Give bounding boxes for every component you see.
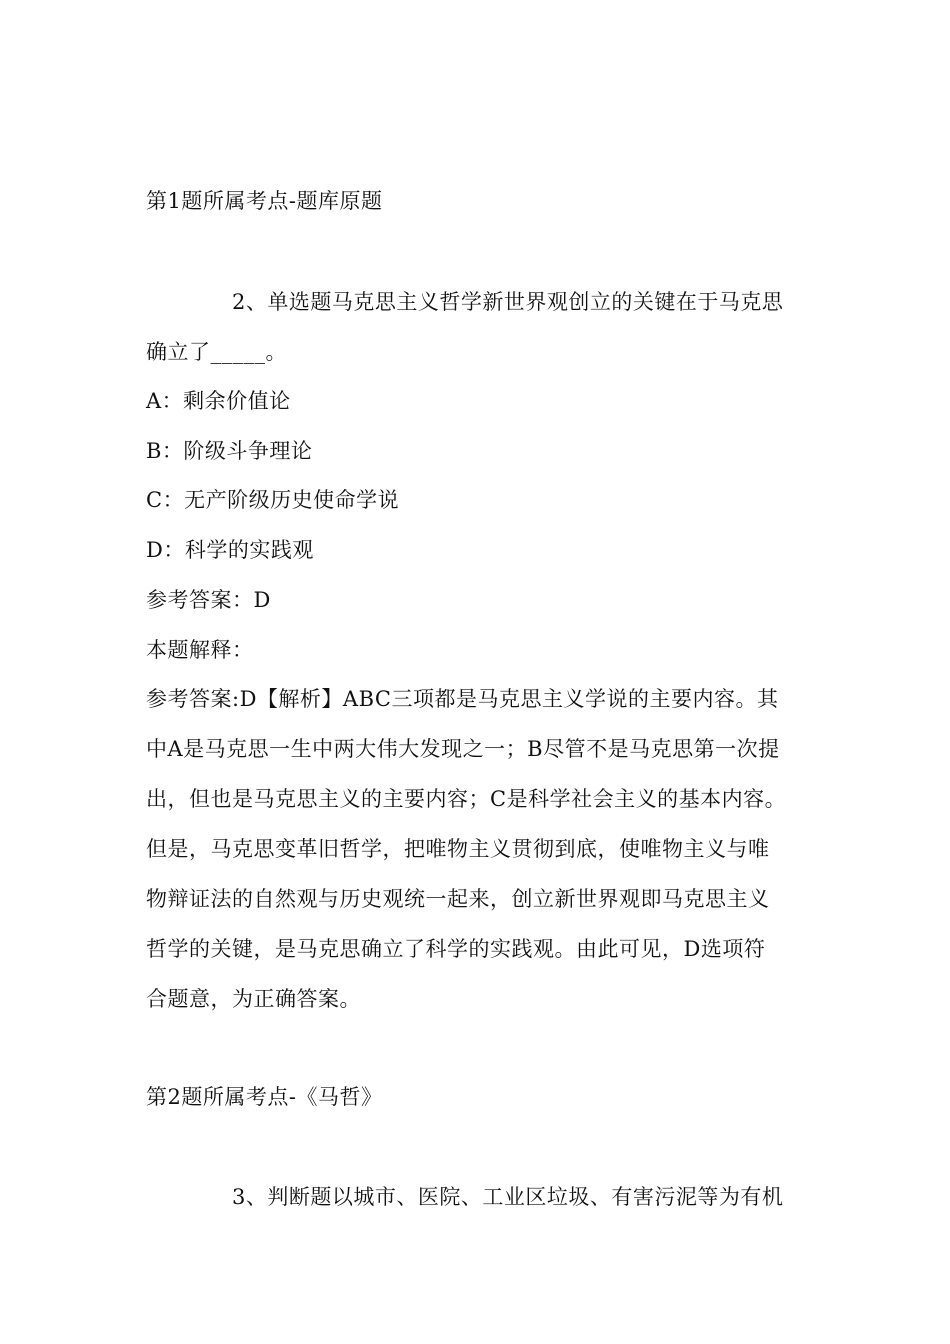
explanation-line: 参考答案:D【解析】ABC三项都是马克思主义学说的主要内容。其 xyxy=(146,687,779,711)
explanation-line: 物辩证法的自然观与历史观统一起来，创立新世界观即马克思主义 xyxy=(146,887,770,911)
explanation-line: 哲学的关键，是马克思确立了科学的实践观。由此可见，D选项符 xyxy=(146,937,766,961)
answer: 参考答案：D xyxy=(146,588,271,612)
option-d: D：科学的实践观 xyxy=(146,538,314,562)
section-2-topic: 第2题所属考点-《马哲》 xyxy=(146,1085,383,1109)
explanation-line: 中A是马克思一生中两大伟大发现之一；B尽管不是马克思第一次提 xyxy=(146,737,780,761)
option-c: C：无产阶级历史使命学说 xyxy=(146,488,400,512)
explanation-line: 但是，马克思变革旧哲学，把唯物主义贯彻到底，使唯物主义与唯 xyxy=(146,837,770,861)
question-2-stem-line-2: 确立了_____。 xyxy=(146,340,287,364)
section-1-topic: 第1题所属考点-题库原题 xyxy=(146,189,383,213)
explanation-label: 本题解释： xyxy=(146,638,254,662)
option-b: B：阶级斗争理论 xyxy=(146,439,313,463)
explanation-line: 出，但也是马克思主义的主要内容；C是科学社会主义的基本内容。 xyxy=(146,787,787,811)
option-a: A：剩余价值论 xyxy=(146,389,291,413)
question-3-stem-line-1: 3、判断题以城市、医院、工业区垃圾、有害污泥等为有机 xyxy=(232,1185,784,1209)
question-2-stem-line-1: 2、单选题马克思主义哲学新世界观创立的关键在于马克思 xyxy=(232,290,784,314)
explanation-line: 合题意，为正确答案。 xyxy=(146,987,361,1011)
